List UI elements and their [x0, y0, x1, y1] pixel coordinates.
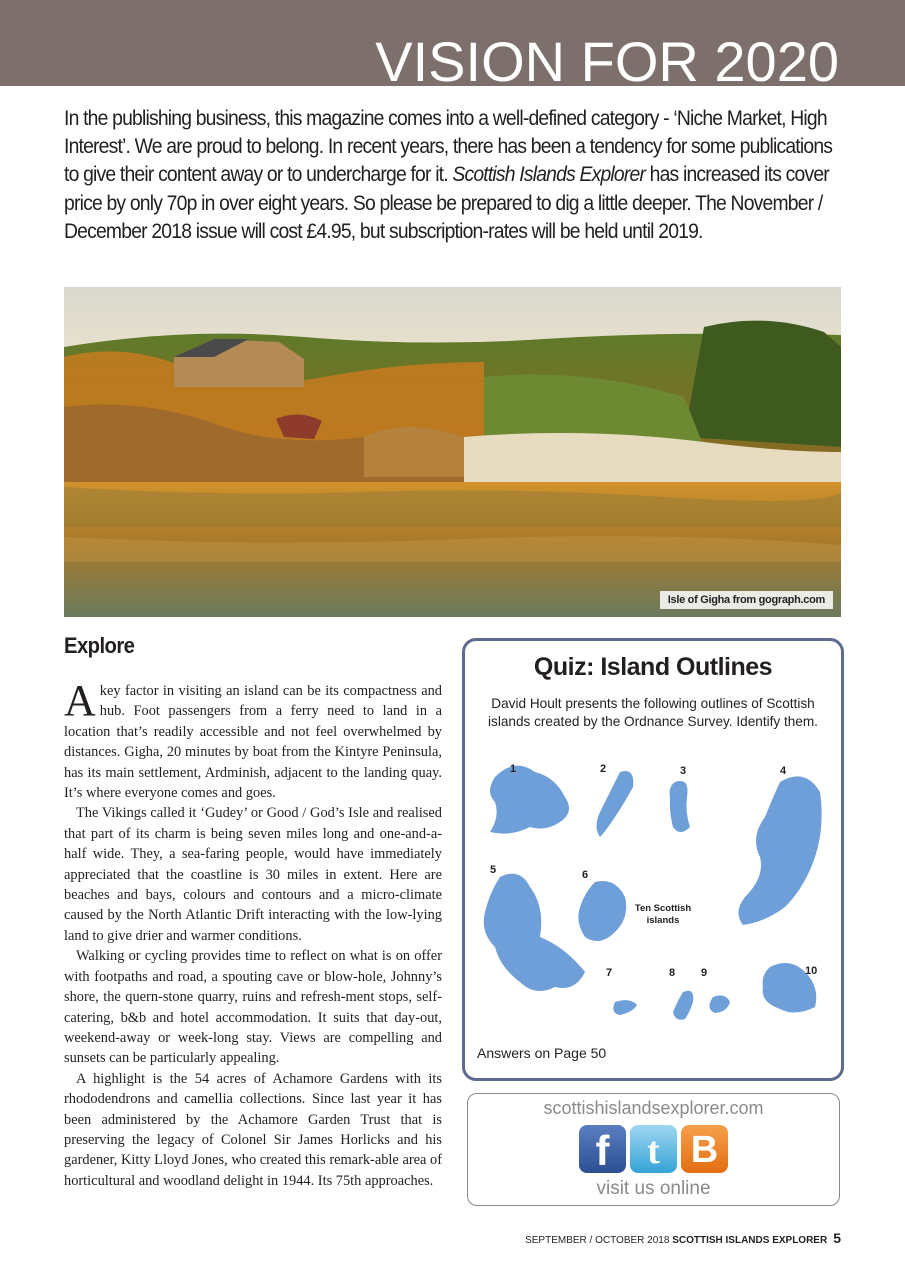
page-number: 5: [833, 1230, 841, 1246]
center-label-line-1: Ten Scottish: [634, 903, 692, 914]
article-paragraph-3: Walking or cycling provides time to reflect on what is on offer with footpaths and road, a spouting cave or blow-hole, Johnny’s shore, the quern-stone quarry, ruins and refresh-ment stops, self-catering, b&b and hotel accommodation. It suits that day-out, weekend-away or week-long stay. Views are compelling and sunsets can be particularly appealing.: [64, 948, 442, 1067]
section-heading: Explore: [64, 633, 135, 658]
island-photo-illustration: [64, 287, 841, 617]
page-title: VISION FOR 2020: [375, 30, 839, 93]
magazine-name: Scottish Islands Explorer: [452, 162, 646, 187]
drop-cap: A: [64, 676, 96, 725]
island-outline-5: [484, 874, 585, 991]
article-paragraph-1: [64, 676, 442, 803]
island-outline-8: [673, 991, 693, 1020]
article-paragraph-4: A highlight is the 54 acres of Achamore Gardens with its rhododendrons and camellia collections. Since last year it has been administered by the Achamore Garden Trust that is preserving the legacy of Colonel Sir James Horlicks and his gardener, Kitty Lloyd Jones, who created this remark-able area of horticultural and woodland delight in 1944. Its 75th approaches.: [64, 1070, 442, 1189]
island-outline-3: [670, 781, 690, 832]
island-number-4: 4: [780, 765, 787, 777]
island-number-6: 6: [582, 869, 589, 881]
intro-text-end: has increased its cover price by only 70p in over eight years. So please be prepared to dig a little deeper. The November / December 2018 issue will cost £4.95, but subscription-rates will be held until 2019.: [64, 162, 829, 243]
quiz-intro: David Hoult presents the following outlines of Scottish islands created by the Ordnance Survey. Identify them.: [488, 696, 818, 729]
blogger-icon[interactable]: B: [681, 1125, 728, 1173]
intro-text-start: In the publishing business, this magazine comes into a well-defined category - ‘Niche Market, High Interest’. We are proud to belong. In recent years, there has been a tendency for some publications to give their content away or to undercharge for it.: [64, 106, 833, 187]
page-footer: [525, 1230, 841, 1246]
island-outline-6: [578, 881, 626, 941]
header-band: [0, 0, 905, 93]
island-number-8: 8: [669, 967, 676, 979]
island-number-3: 3: [680, 765, 687, 777]
island-outline-2: [597, 771, 634, 837]
island-outline-7: [613, 1000, 637, 1015]
island-number-5: 5: [490, 864, 497, 876]
island-number-1: 1: [510, 763, 517, 775]
website-url[interactable]: scottishislandsexplorer.com: [543, 1098, 764, 1118]
article-paragraph-2: The Vikings called it ‘Gudey’ or Good / God’s Isle and realised that part of its charm is being seven miles long and one-and-a-half wide. They, a sea-faring people, would have immediately appreciated that the coastline is 30 miles in extent. Here are beaches and bays, colours and contours and a micro-climate caused by the North Atlantic Drift interacting with the low-lying land to give drier and warmer conditions.: [64, 805, 442, 944]
island-shapes: [484, 766, 822, 1020]
footer-issue: SEPTEMBER / OCTOBER 2018: [525, 1235, 670, 1246]
visit-online-text: visit us online: [596, 1178, 711, 1199]
island-number-9: 9: [701, 967, 708, 979]
social-icons: [579, 1125, 729, 1175]
island-outline-4: [738, 776, 821, 925]
center-label-line-2: islands: [646, 915, 680, 926]
island-photo: [64, 287, 841, 617]
island-number-10: 10: [805, 965, 818, 977]
article-body: [64, 676, 442, 1191]
quiz-box: [462, 638, 844, 1081]
intro-paragraph: [64, 104, 842, 245]
quiz-title: Quiz: Island Outlines: [533, 653, 773, 681]
social-box: [467, 1093, 840, 1206]
photo-credit: Isle of Gigha from gograph.com: [660, 591, 833, 609]
facebook-icon[interactable]: f: [579, 1125, 626, 1173]
footer-magazine: SCOTTISH ISLANDS EXPLORER: [672, 1235, 828, 1246]
island-number-7: 7: [606, 967, 613, 979]
island-number-2: 2: [600, 763, 607, 775]
twitter-icon[interactable]: t: [630, 1125, 677, 1173]
quiz-answer-note: Answers on Page 50: [477, 1045, 607, 1061]
island-outlines: [475, 747, 835, 1037]
island-outline-9: [709, 995, 730, 1013]
island-outline-1: [490, 766, 569, 834]
article-paragraph-1-text: key factor in visiting an island can be its compactness and hub. Foot passengers from a ferry need to land in a location that’s readily accessible and not feel overwhelmed by distances. Gigha, 20 minutes by boat from the Kintyre Peninsula, has its main settlement, Ardminish, adjacent to the landing quay. It’s where everyone comes and goes.: [64, 683, 442, 802]
